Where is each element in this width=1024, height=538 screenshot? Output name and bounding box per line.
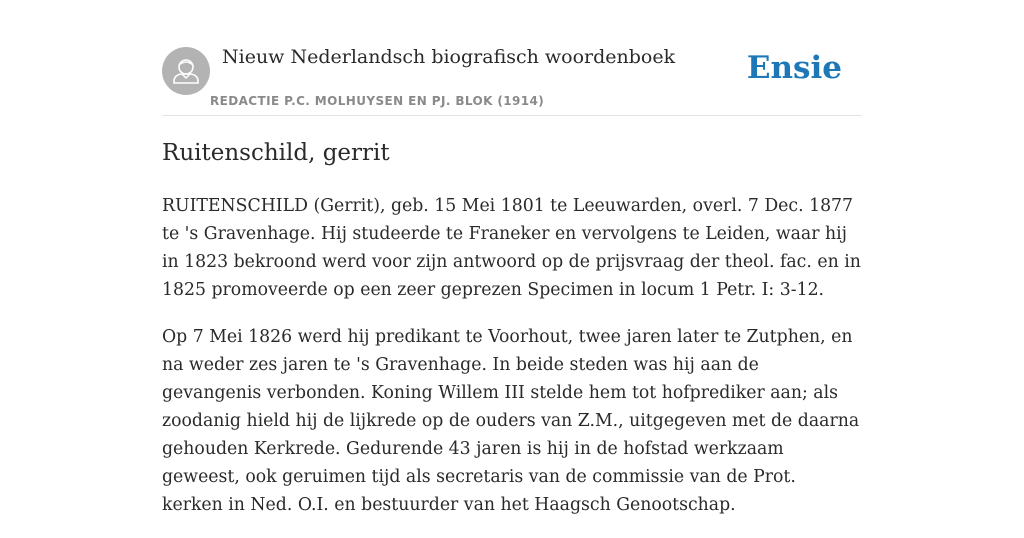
article-title: Ruitenschild, gerrit [162,140,390,166]
ensie-logo-link[interactable]: Ensie [746,50,842,86]
page [162,0,862,515]
article-paragraph: Op 7 Mei 1826 werd hij predikant te Voorhout, twee jaren later te Zutphen, en na weder zes jaren te 's Gravenhage. In beide steden was hij aan de gevangenis verbonden. Koning Willem III stelde hem tot hofprediker aan; als zoodanig hield hij de lijkrede op de ouders van Z.M., uitgegeven met de daarna gehouden Kerkrede. Gedurende 43 jaren is hij in de hofstad werkzaam geweest, ook geruimen tijd als secretaris van de commissie van de Prot. kerken in Ned. O.I. en bestuurder van het Haagsch Genootschap. [162,327,860,515]
article-paragraph: RUITENSCHILD (Gerrit), geb. 15 Mei 1801 te Leeuwarden, overl. 7 Dec. 1877 te 's Gravenhage. Hij studeerde te Franeker en vervolgens te Leiden, waar hij in 1823 bekroond werd voor zijn antwoord op de prijsvraag der theol. fac. en in 1825 promoveerde op een zeer geprezen Specimen in locum 1 Petr. I: 3-12. [162,196,861,300]
source-header [162,0,862,116]
article-body [162,192,862,538]
user-icon[interactable] [162,47,210,95]
source-editors: REDACTIE P.C. MOLHUYSEN EN PJ. BLOK (1914) [210,94,545,108]
source-title-link[interactable]: Nieuw Nederlandsch biografisch woordenboek [222,46,676,68]
